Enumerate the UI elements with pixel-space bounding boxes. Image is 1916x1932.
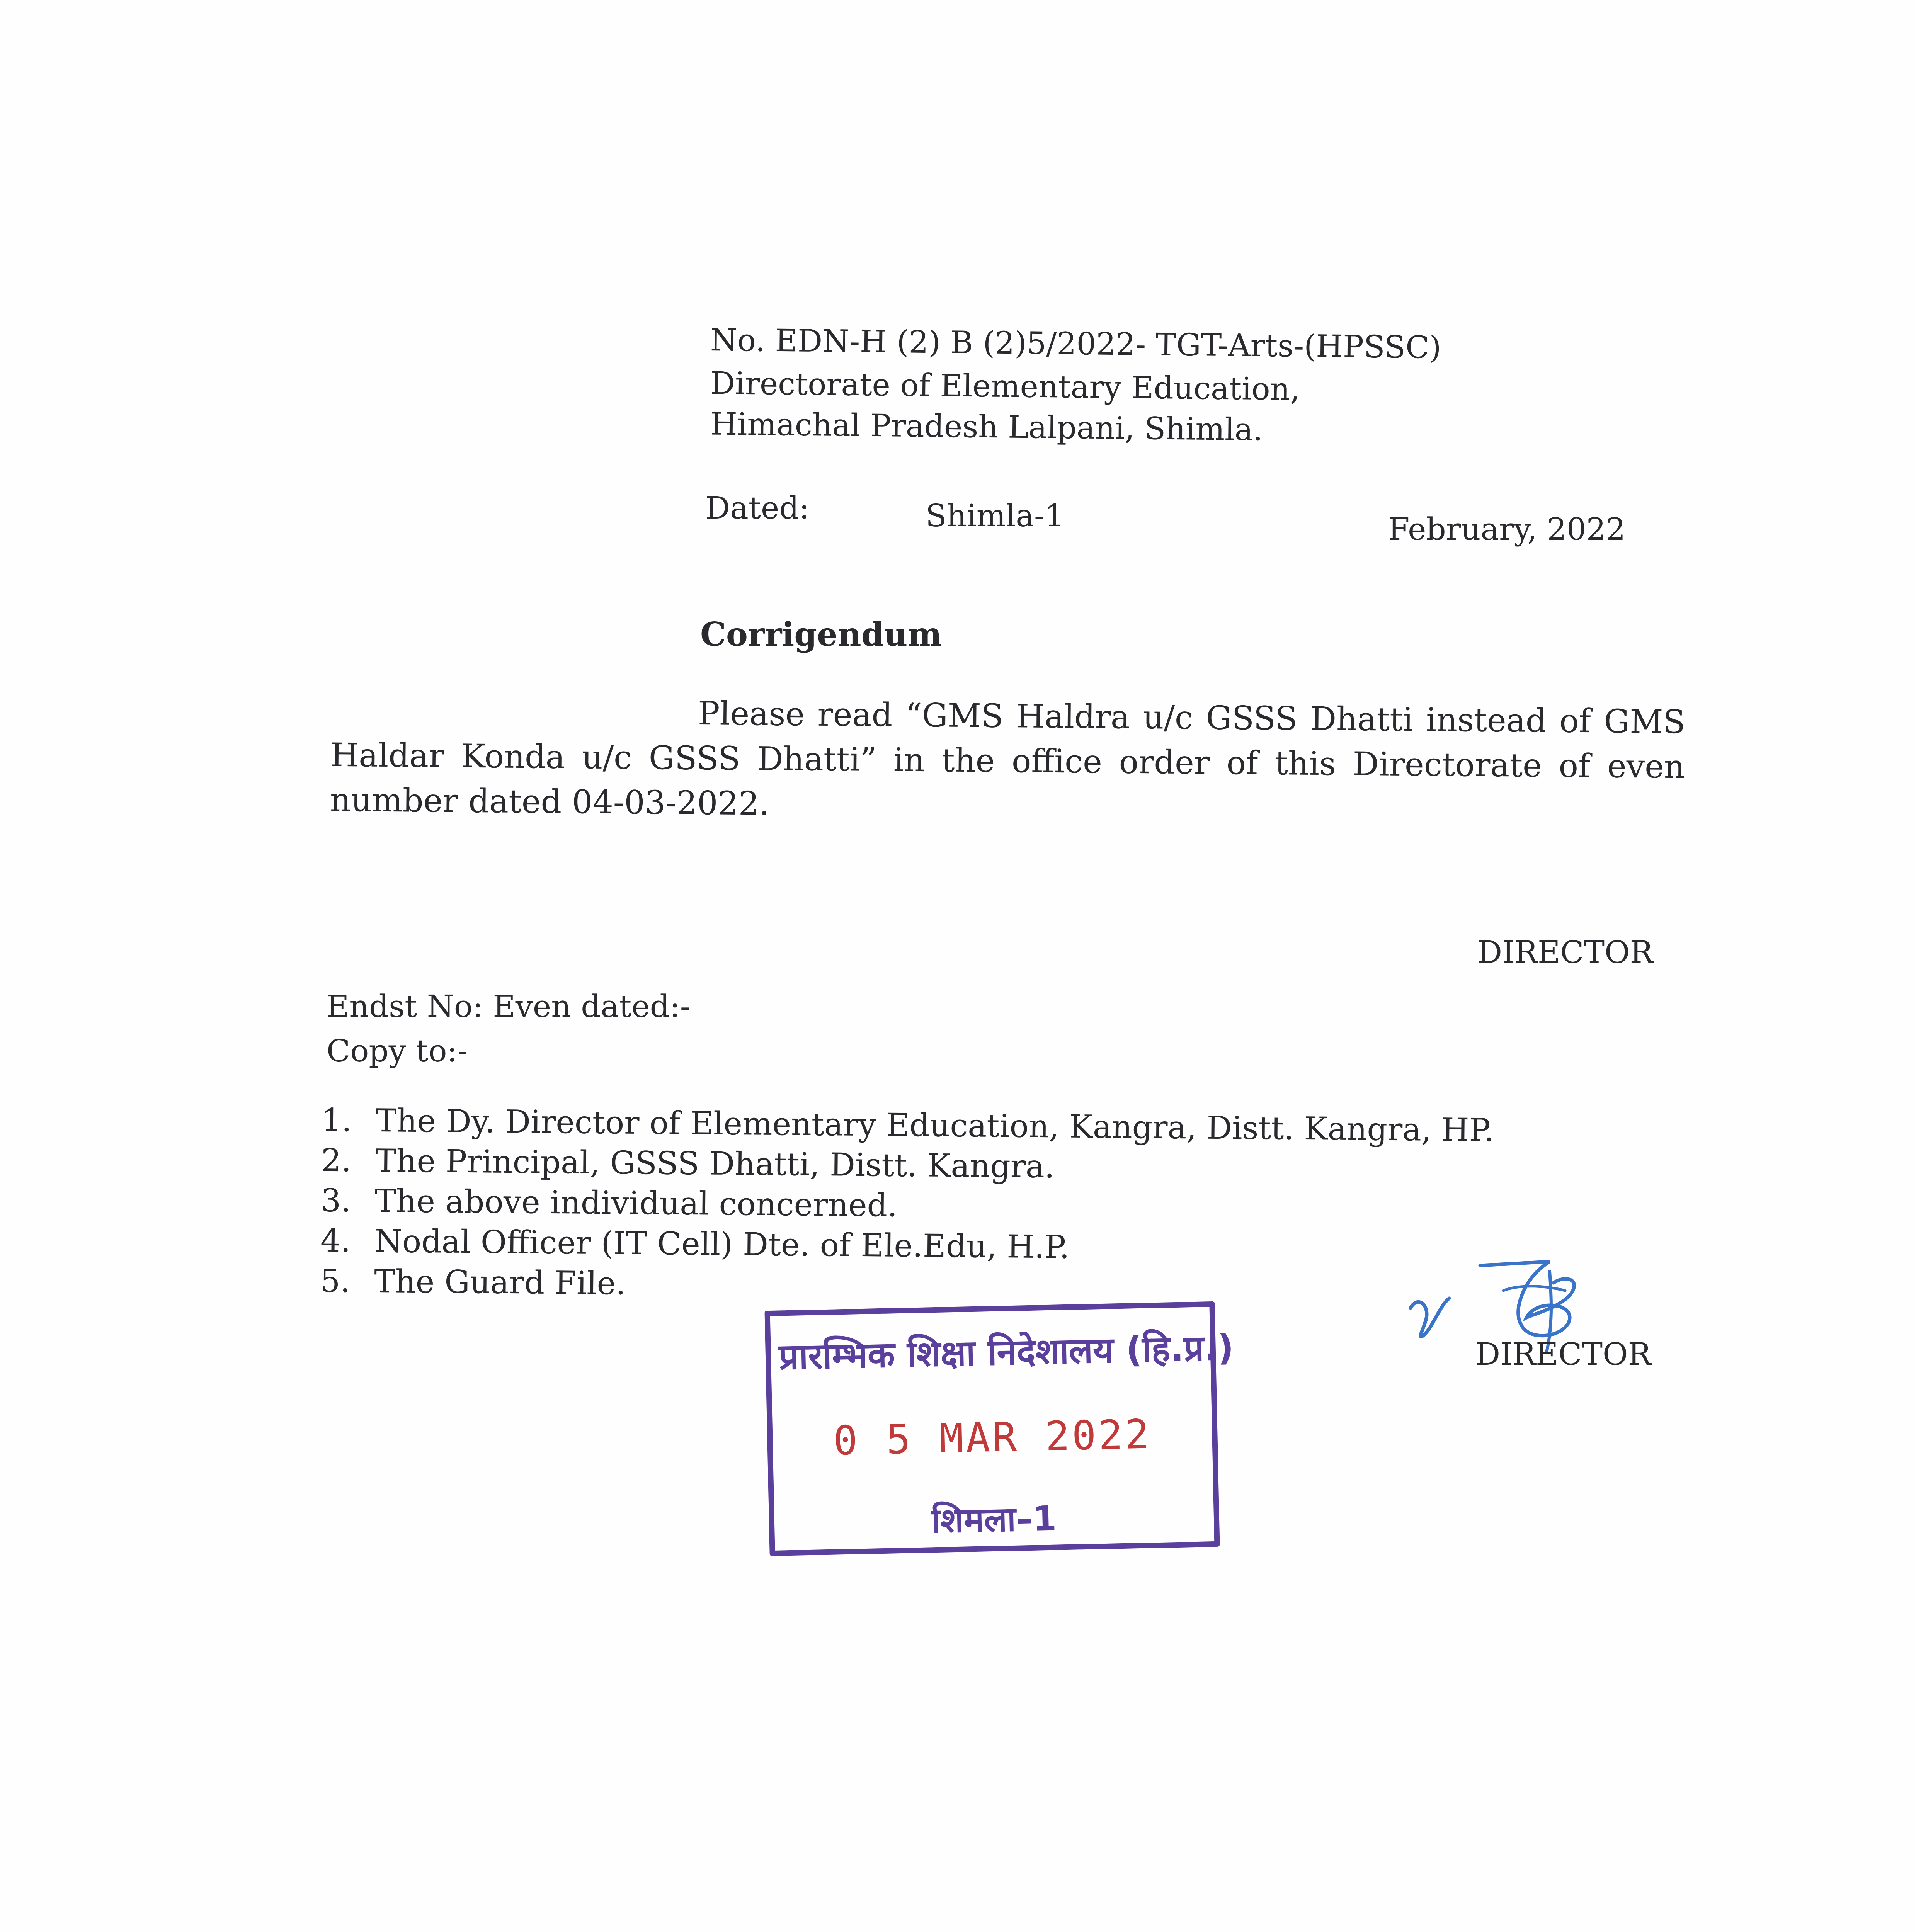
office-stamp	[764, 1301, 1234, 1556]
list-item-text: The above individual concerned.	[374, 1182, 898, 1224]
endorsement-line: Endst No: Even dated:-	[327, 988, 691, 1024]
list-item-number: 4.	[320, 1222, 351, 1259]
document-title: Corrigendum	[700, 615, 942, 653]
list-item-number: 1.	[321, 1102, 352, 1139]
dated-month-year: February, 2022	[1388, 511, 1626, 547]
copy-to-list	[320, 1100, 1494, 1311]
office-name-line1: Directorate of Elementary Education,	[710, 365, 1300, 407]
reference-number: No. EDN-H (2) B (2)5/2022- TGT-Arts-(HPSSC)	[710, 322, 1442, 366]
list-item-text: Nodal Officer (IT Cell) Dte. of Ele.Edu, H.P.	[374, 1223, 1070, 1266]
list-item-number: 5.	[320, 1262, 351, 1299]
list-item-text: The Dy. Director of Elementary Education, Kangra, Distt. Kangra, HP.	[375, 1102, 1494, 1149]
corrigendum-body: Please read “GMS Haldra u/c GSSS Dhatti instead of GMS Haldar Konda u/c GSSS Dhatti” in the office order of this Directorate of even number dated 04-03-2022.	[330, 694, 1686, 823]
office-name-line2: Himachal Pradesh Lalpani, Shimla.	[710, 406, 1263, 448]
list-item-number: 2.	[321, 1142, 352, 1179]
list-item-text: The Guard File.	[374, 1263, 626, 1302]
stamp-date: 0 5 MAR 2022	[833, 1410, 1152, 1464]
dated-place: Shimla-1	[926, 498, 1064, 534]
list-item-number: 3.	[320, 1182, 351, 1219]
stamp-office-name: प्रारम्भिक शिक्षा निदेशालय (हि.प्र.)	[778, 1327, 1234, 1378]
dated-label: Dated:	[705, 490, 810, 526]
list-item-text: The Principal, GSSS Dhatti, Distt. Kangra.	[375, 1142, 1055, 1185]
signatory-top: DIRECTOR	[1477, 934, 1653, 970]
stamp-place: शिमला–1	[931, 1498, 1057, 1541]
signatory-bottom: DIRECTOR	[1475, 1336, 1651, 1372]
copy-to-label: Copy to:-	[327, 1033, 468, 1069]
